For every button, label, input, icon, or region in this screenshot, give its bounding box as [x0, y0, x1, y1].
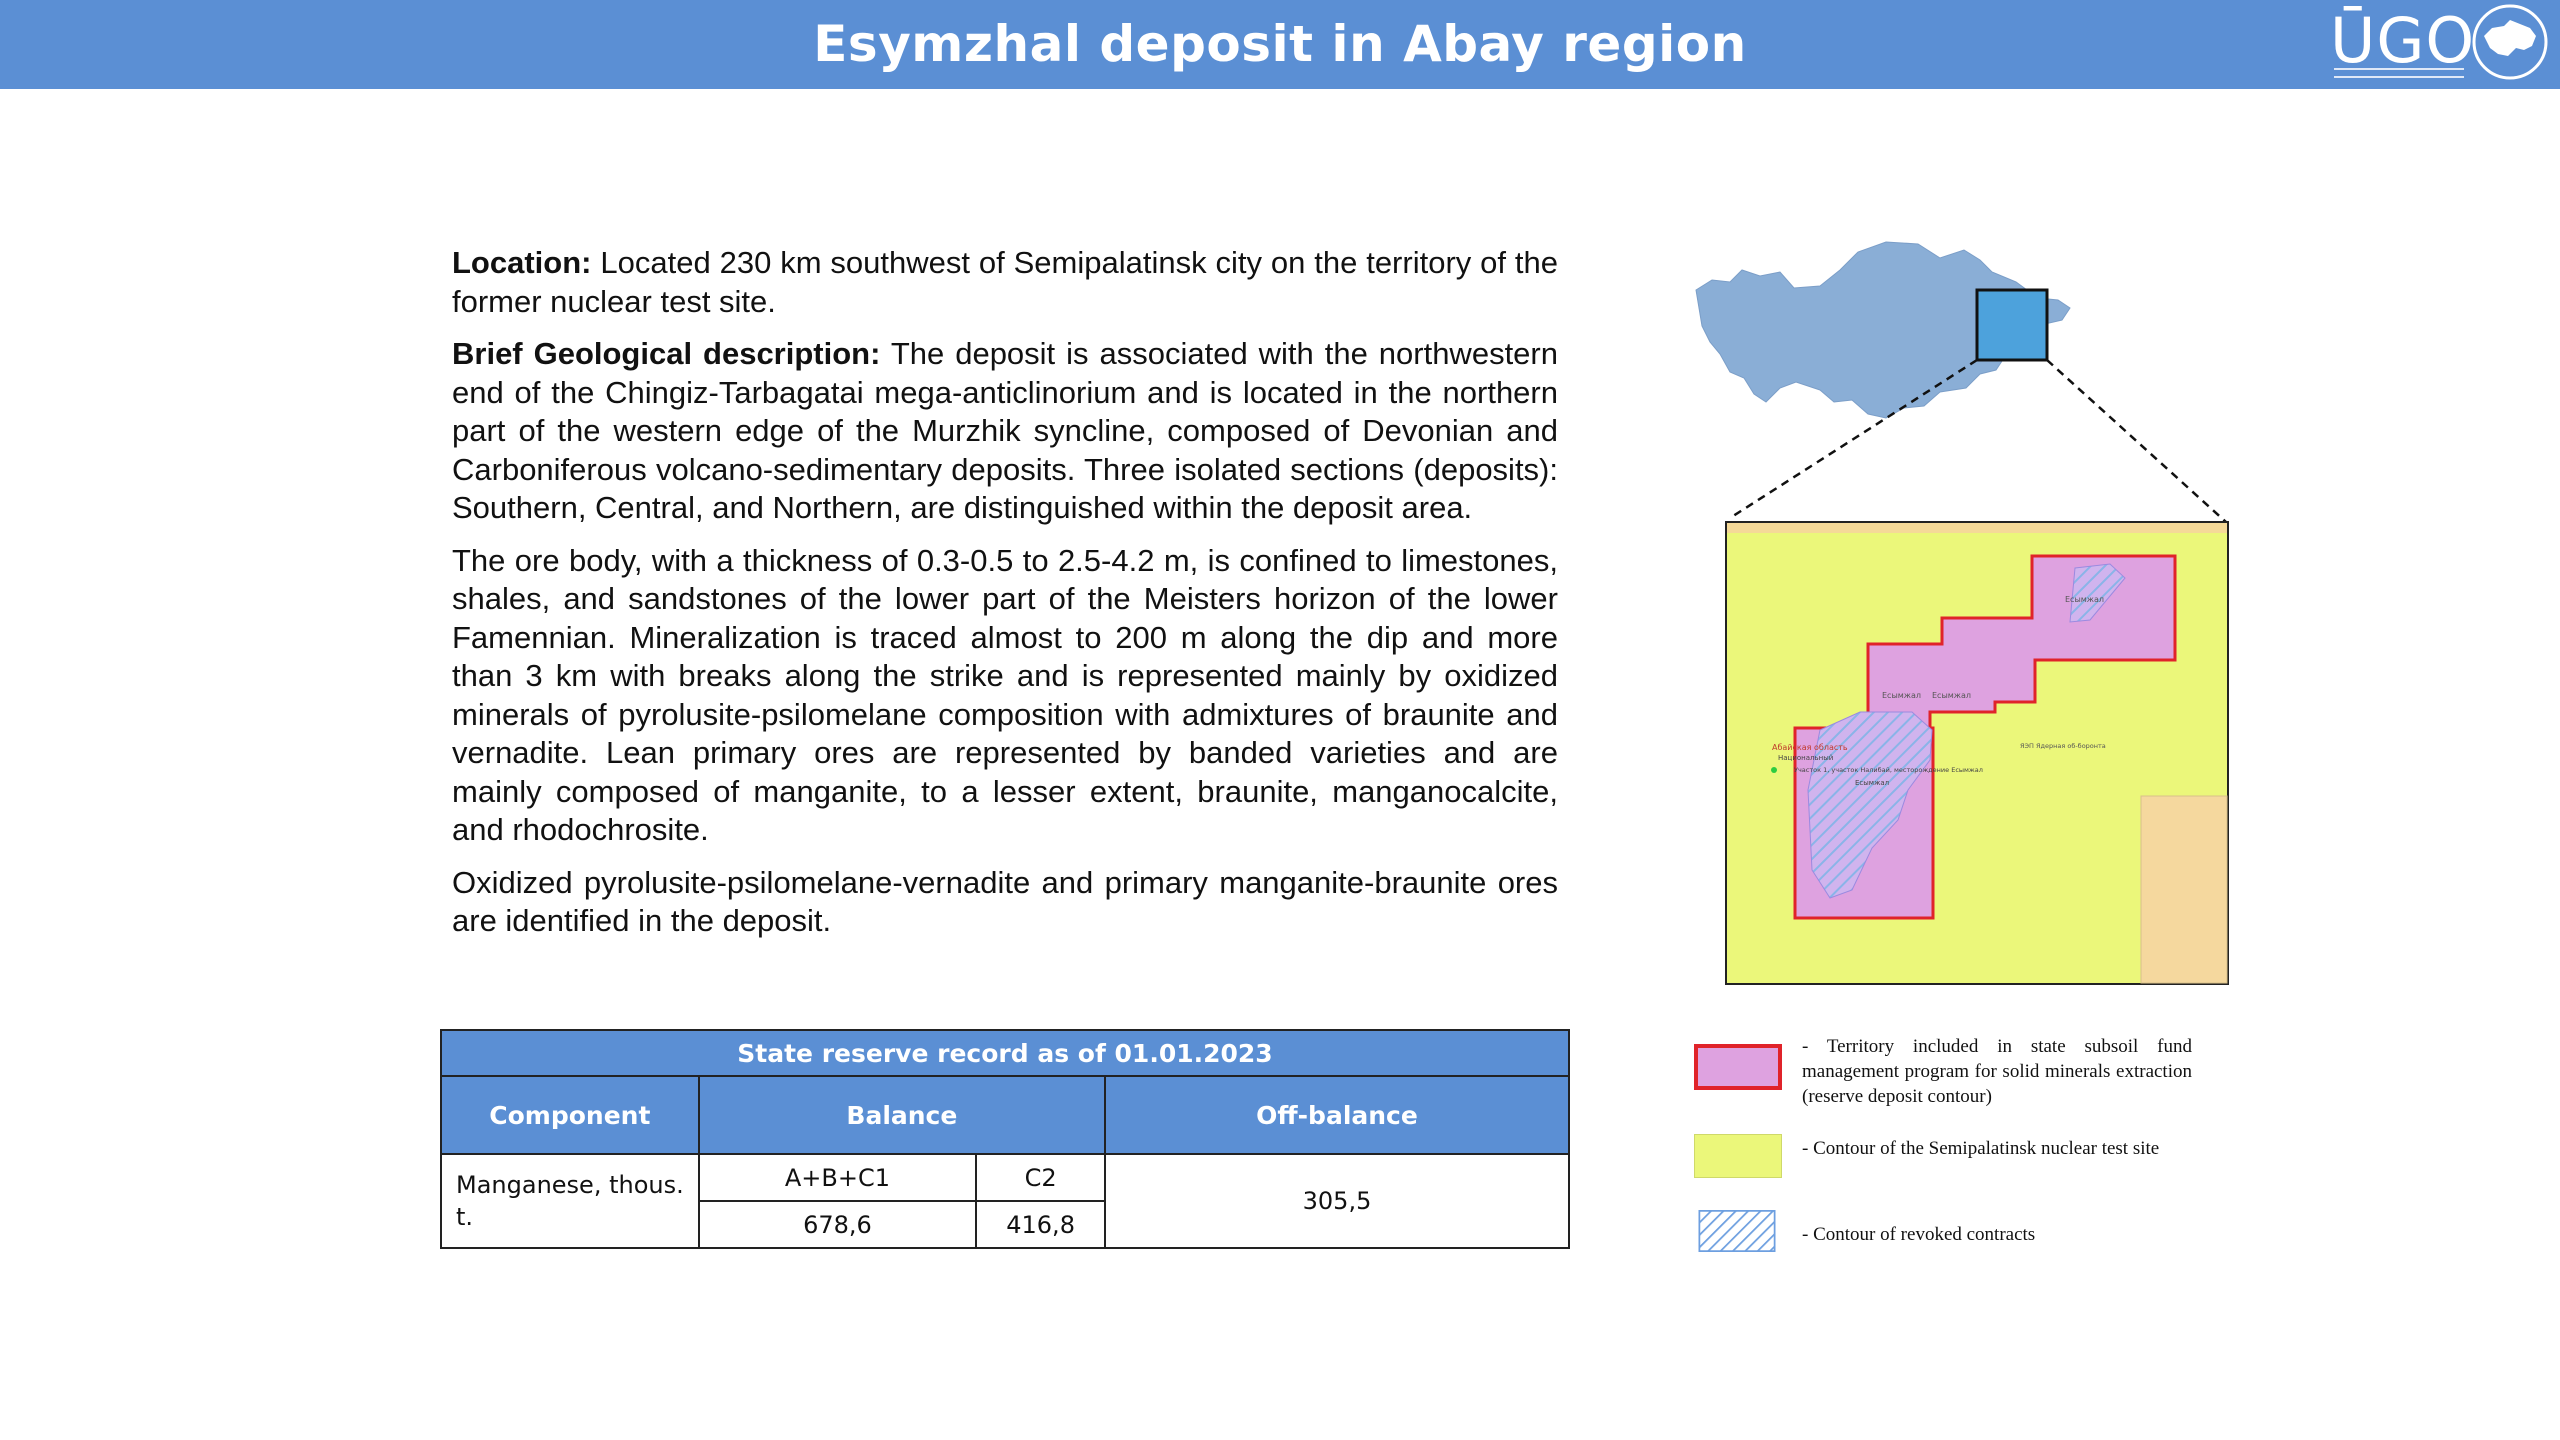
header-balance: Balance	[699, 1076, 1105, 1154]
logo-text: ŪGO	[2330, 4, 2476, 77]
map-label-contract: Участок 1, участок Налибай, месторождение Есымжал	[1794, 766, 1983, 774]
legend-swatch-reserve	[1694, 1044, 1782, 1090]
header-bar	[0, 0, 2560, 89]
geology-text: The deposit is associated with the northwestern end of the Chingiz-Tarbagatai mega-anticlinorium and is located in the northern part of the western edge of the Murzhik syncline, composed of Devonian and Carboniferous volcano-sedimentary deposits. Three isolated sections (deposits): Southern, Central, and Northern, are distinguished within the deposit area.	[452, 336, 1558, 525]
map-label-central-a: Есымжал	[1882, 691, 1922, 700]
region-box	[1977, 290, 2047, 360]
deposit-description	[452, 244, 1558, 955]
ore-body-paragraph: The ore body, with a thickness of 0.3-0.5 to 2.5-4.2 m, is confined to limestones, shales, and sandstones of the lower part of the Meisters horizon of the lower Famennian. Mineralization is traced almost to 200 m along the dip and more than 3 km with breaks along the strike and is represented mainly by oxidized minerals of pyrolusite-psilomelane composition with admixtures of braunite and vernadite. Lean primary ores are represented by banded varieties and are mainly composed of manganite, to a lesser extent, braunite, manganocalcite, and rhodochrosite.	[452, 542, 1558, 847]
reserves-table	[440, 1029, 1570, 1249]
legend-swatch-revoked	[1694, 1210, 1780, 1252]
map-label-north: Есымжал	[2065, 595, 2105, 604]
cell-c2: 416,8	[976, 1201, 1105, 1248]
location-paragraph	[452, 244, 1558, 321]
map-label-region: Абайская область	[1772, 743, 1848, 752]
map-label-south: Есымжал	[1855, 779, 1890, 787]
location-label: Location:	[452, 245, 592, 280]
cell-abc1: 678,6	[699, 1201, 976, 1248]
page-title: Esymzhal deposit in Abay region	[813, 15, 1747, 73]
geology-paragraph	[452, 335, 1558, 528]
globe-icon	[2470, 2, 2550, 82]
ores-paragraph: Oxidized pyrolusite-psilomelane-vernadite and primary manganite-braunite ores are identified in the deposit.	[452, 864, 1558, 938]
map-label-border: ЯЭП Ядерная об-боронта	[2020, 742, 2106, 750]
map-graphic	[1690, 230, 2250, 990]
location-map	[1690, 230, 2250, 990]
ugo-logo	[2330, 2, 2550, 86]
subheader-abc1: A+B+C1	[699, 1154, 976, 1201]
subheader-c2: C2	[976, 1154, 1105, 1201]
legend-text-test-site: - Contour of the Semipalatinsk nuclear test site	[1802, 1138, 2160, 1159]
location-text: Located 230 km southwest of Semipalatinsk city on the territory of the former nuclear test site.	[452, 245, 1558, 319]
map-label-central-b: Есымжал	[1932, 691, 1972, 700]
table-title: State reserve record as of 01.01.2023	[441, 1030, 1569, 1076]
map-label-site: Национальный	[1778, 754, 1834, 762]
header-off-balance: Off-balance	[1105, 1076, 1569, 1154]
header-component: Component	[441, 1076, 699, 1154]
cell-off-balance: 305,5	[1105, 1154, 1569, 1248]
cell-component: Manganese, thous. t.	[441, 1154, 699, 1248]
legend-text-reserve: - Territory included in state subsoil fund management program for solid minerals extraction (reserve deposit contour)	[1802, 1036, 2192, 1107]
legend-text-revoked: - Contour of revoked contracts	[1802, 1224, 2036, 1245]
logo-underline	[2334, 68, 2464, 78]
geology-label: Brief Geological description:	[452, 336, 881, 371]
legend-swatch-test-site	[1694, 1134, 1782, 1178]
